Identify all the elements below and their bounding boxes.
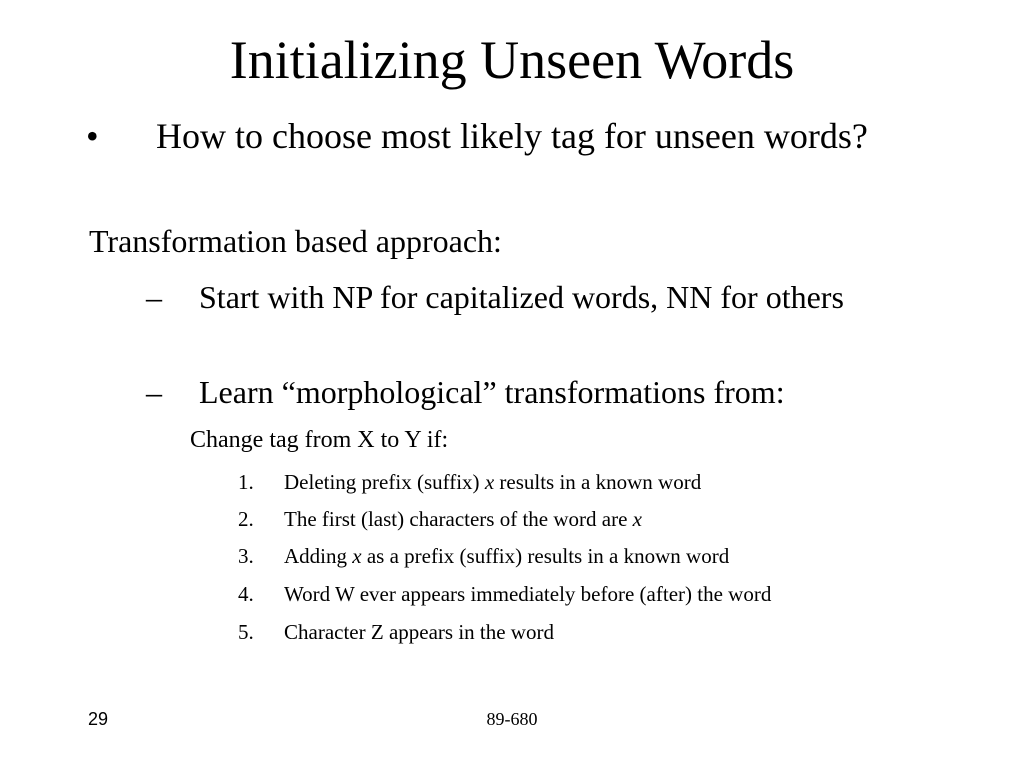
- footer-course-code: 89-680: [486, 709, 538, 729]
- sub-item-text: Learn “morphological” transformations from:: [199, 374, 785, 410]
- rule-text: Deleting prefix (suffix): [284, 470, 485, 494]
- list-number: 4.: [238, 582, 254, 606]
- list-number: 1.: [238, 470, 254, 494]
- rule-text: Character Z appears in the word: [284, 620, 554, 644]
- rule-variable: x: [632, 507, 642, 531]
- slide-title: Initializing Unseen Words: [229, 30, 795, 90]
- rule-text: Word W ever appears immediately before (after) the word: [284, 582, 772, 606]
- rule-text: Adding: [284, 544, 353, 568]
- rule-item: [284, 469, 701, 495]
- bullet-text: How to choose most likely tag for unseen words?: [156, 116, 868, 156]
- rule-text: as a prefix (suffix) results in a known word: [361, 544, 730, 568]
- dash-symbol: –: [146, 279, 162, 315]
- rule-intro: Change tag from X to Y if:: [190, 427, 449, 453]
- list-number: 3.: [238, 544, 254, 568]
- sub-item-text: Start with NP for capitalized words, NN for others: [199, 279, 844, 315]
- list-number: 2.: [238, 507, 254, 531]
- rule-variable: x: [484, 470, 495, 494]
- bullet-symbol: •: [86, 116, 99, 156]
- rule-variable: x: [352, 544, 362, 568]
- rule-item: [284, 619, 554, 645]
- rule-text: results in a known word: [494, 470, 702, 494]
- rule-item: [284, 543, 729, 569]
- rule-item: [284, 581, 771, 607]
- section-heading: Transformation based approach:: [89, 223, 502, 259]
- rule-text: The first (last) characters of the word are: [284, 507, 633, 531]
- list-number: 5.: [238, 620, 254, 644]
- rule-item: [284, 506, 642, 532]
- dash-symbol: –: [146, 374, 162, 410]
- slide-number: 29: [88, 709, 109, 729]
